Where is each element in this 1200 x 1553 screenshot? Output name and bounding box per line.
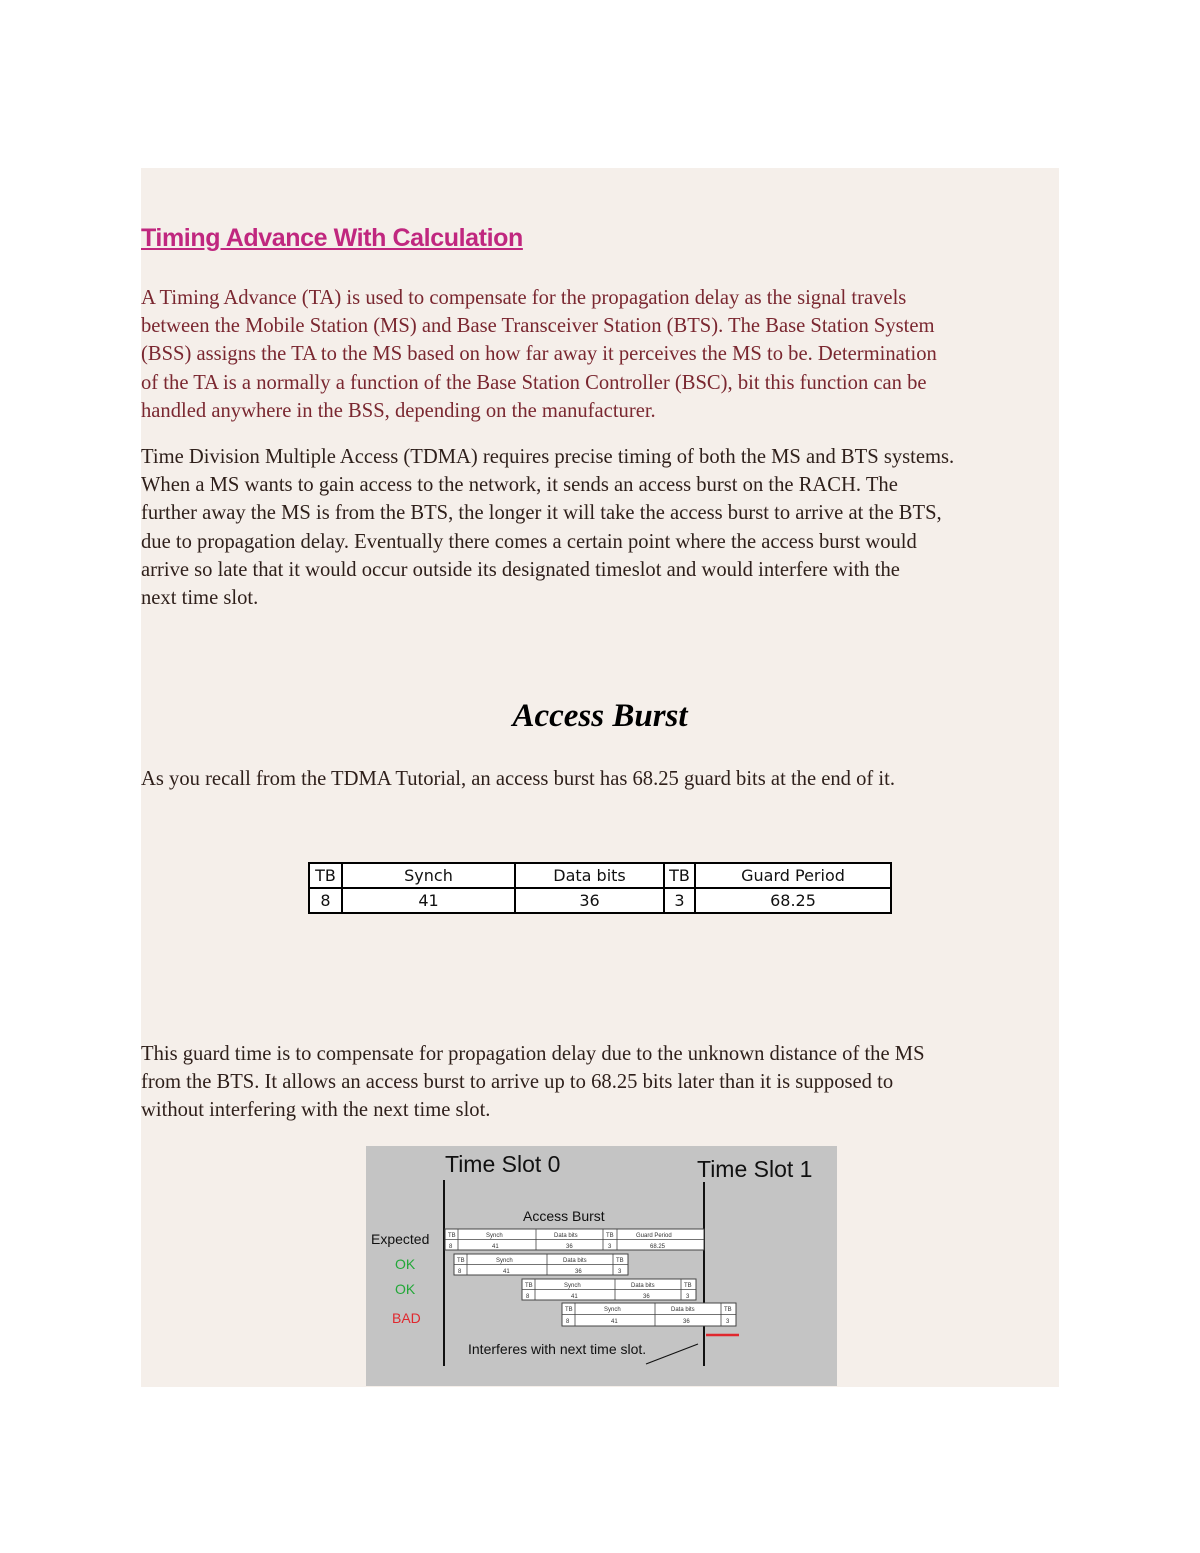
table-cell: 68.25 xyxy=(695,888,891,913)
text-line: (BSS) assigns the TA to the MS based on how far away it perceives the MS to be. Determination xyxy=(141,343,937,366)
table-cell: TB xyxy=(664,863,695,888)
diagram-cell-text: 36 xyxy=(643,1294,650,1300)
table-cell: 36 xyxy=(515,888,664,913)
text-line: handled anywhere in the BSS, depending on the manufacturer. xyxy=(141,399,656,422)
diagram-cell-text: Synch xyxy=(496,1258,513,1264)
diagram-cell-text: 41 xyxy=(503,1269,510,1275)
diagram-cell-text: TB xyxy=(448,1233,456,1239)
text-line: next time slot. xyxy=(141,587,259,610)
intro-paragraph xyxy=(141,284,937,425)
text-line: A Timing Advance (TA) is used to compensate for the propagation delay as the signal travels xyxy=(141,287,907,309)
ok-label: OK xyxy=(395,1281,416,1297)
diagram-cell-text: 41 xyxy=(571,1294,578,1300)
text-line: from the BTS. It allows an access burst to arrive up to 68.25 bits later than it is supposed to xyxy=(141,1071,894,1094)
table-cell: Guard Period xyxy=(695,863,891,888)
burst-row-expected xyxy=(445,1229,704,1250)
table-cell: 41 xyxy=(342,888,515,913)
text-line: arrive so late that it would occur outside its designated timeslot and would interfere with the xyxy=(141,558,900,581)
diagram-cell-text: 8 xyxy=(458,1269,462,1275)
access-burst-paragraph: As you recall from the TDMA Tutorial, an access burst has 68.25 guard bits at the end of it. xyxy=(141,768,896,790)
diagram-cell-text: 41 xyxy=(611,1319,618,1325)
text-line: Time Division Multiple Access (TDMA) requires precise timing of both the MS and BTS systems. xyxy=(141,446,955,468)
diagram-cell-text: Data bits xyxy=(563,1258,587,1264)
diagram-cell-text: 8 xyxy=(526,1294,530,1300)
diagram-cell-text: Synch xyxy=(486,1233,503,1239)
table-cell: 3 xyxy=(664,888,695,913)
text-line: When a MS wants to gain access to the network, it sends an access burst on the RACH. The xyxy=(141,474,898,497)
interferes-label: Interferes with next time slot. xyxy=(468,1341,647,1357)
slot0-label: Time Slot 0 xyxy=(445,1151,561,1177)
guard-time-paragraph xyxy=(141,1040,925,1125)
expected-label: Expected xyxy=(371,1231,430,1247)
burst-row-ok-2 xyxy=(522,1279,696,1300)
diagram-cell-text: Data bits xyxy=(554,1233,578,1239)
timeslot-diagram xyxy=(366,1146,837,1386)
diagram-cell-text: TB xyxy=(565,1307,573,1313)
tdma-paragraph xyxy=(141,443,954,612)
table-cell: TB xyxy=(309,863,342,888)
diagram-cell-text: Data bits xyxy=(631,1283,655,1289)
diagram-cell-text: 3 xyxy=(686,1294,690,1300)
page-title: Timing Advance With Calculation xyxy=(141,224,523,252)
diagram-cell-text: TB xyxy=(606,1233,614,1239)
text-line: due to propagation delay. Eventually there comes a certain point where the access burst would xyxy=(141,530,917,553)
diagram-cell-text: 36 xyxy=(683,1319,690,1325)
diagram-cell-text: 68.25 xyxy=(650,1244,666,1250)
diagram-cell-text: TB xyxy=(616,1258,624,1264)
diagram-cell-text: TB xyxy=(525,1283,533,1289)
table-cell: Data bits xyxy=(515,863,664,888)
burst-row-bad xyxy=(562,1303,736,1326)
section-heading: Access Burst xyxy=(512,698,688,734)
text-line: of the TA is a normally a function of the Base Station Controller (BSC), bit this function can be xyxy=(141,371,927,394)
access-burst-table xyxy=(308,862,892,914)
ok-label: OK xyxy=(395,1256,416,1272)
diagram-cell-text: TB xyxy=(684,1283,692,1289)
diagram-cell-text: 3 xyxy=(726,1319,730,1325)
diagram-cell-text: 36 xyxy=(566,1244,573,1250)
table-row xyxy=(309,888,891,913)
slot1-label: Time Slot 1 xyxy=(697,1156,813,1182)
diagram-cell-text: Synch xyxy=(564,1283,581,1289)
diagram-cell-text: Data bits xyxy=(671,1307,695,1313)
diagram-cell-text: Guard Period xyxy=(636,1233,672,1239)
text-line: without interfering with the next time slot. xyxy=(141,1099,491,1122)
text-line: This guard time is to compensate for propagation delay due to the unknown distance of the MS xyxy=(141,1043,925,1065)
diagram-cell-text: TB xyxy=(724,1307,732,1313)
diagram-cell-text: 3 xyxy=(618,1269,622,1275)
diagram-cell-text: 8 xyxy=(566,1319,570,1325)
diagram-cell-text: TB xyxy=(457,1258,465,1264)
burst-row-ok-1 xyxy=(454,1254,628,1275)
diagram-cell-text: 36 xyxy=(575,1269,582,1275)
burst-label: Access Burst xyxy=(523,1208,605,1224)
diagram-cell-text: 8 xyxy=(449,1244,453,1250)
diagram-cell-text: 3 xyxy=(608,1244,612,1250)
table-cell: 8 xyxy=(309,888,342,913)
bad-label: BAD xyxy=(392,1310,421,1326)
text-line: between the Mobile Station (MS) and Base Transceiver Station (BTS). The Base Station System xyxy=(141,315,935,338)
table-header-row xyxy=(309,863,891,888)
diagram-cell-text: Synch xyxy=(604,1307,621,1313)
table-cell: Synch xyxy=(342,863,515,888)
diagram-cell-text: 41 xyxy=(492,1244,499,1250)
text-line: further away the MS is from the BTS, the longer it will take the access burst to arrive at the BTS, xyxy=(141,502,942,525)
